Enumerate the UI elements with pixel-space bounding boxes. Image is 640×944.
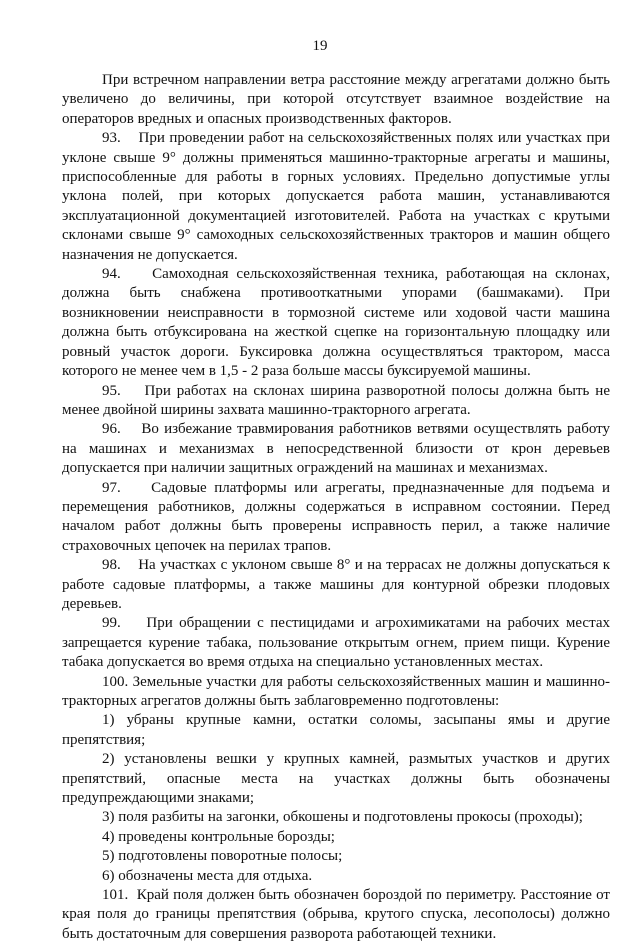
paragraph-98: 98. На участках с уклоном свыше 8° и на террасах не должны допускаться к работе садовые платформы, а также машины для контурной обрезки плодовых деревьев.	[62, 557, 610, 612]
list-item-100-6: 6) обозначены места для отдыха.	[102, 867, 313, 884]
list-item-100-4: 4) проведены контрольные борозды;	[102, 828, 335, 845]
list-item-100-3: 3) поля разбиты на загонки, обкошены и подготовлены прокосы (проходы);	[102, 809, 583, 826]
paragraph-100: 100. Земельные участки для работы сельскохозяйственных машин и машинно-тракторных агрегатов должны быть заблаговременно подготовлены:	[62, 673, 610, 709]
list-item-100-5: 5) подготовлены поворотные полосы;	[102, 848, 343, 865]
paragraph-intro-wind: При встречном направлении ветра расстояние между агрегатами должно быть увеличено до величины, при которой отсутствует взаимное воздействие на операторов вредных и опасных производственных факторов.	[62, 72, 610, 127]
paragraph-96: 96. Во избежание травмирования работников ветвями осуществлять работу на машинах и механизмах в непосредственной близости от крон деревьев допускается при наличии защитных ограждений на машинах и механизмах.	[62, 421, 610, 477]
paragraph-95: 95. При работах на склонах ширина разворотной полосы должна быть не менее двойной ширины захвата машинно-тракторного агрегата.	[62, 382, 610, 418]
document-body	[62, 71, 610, 944]
paragraph-94: 94. Самоходная сельскохозяйственная техника, работающая на склонах, должна быть снабжена противооткатными упорами (башмаками). При возникновении неисправности в тормозной системе или ходовой части машина должна быть отбуксирована на жесткой сцепке на горизонтальную площадку или ровный участок дороги. Буксировка должна осуществляться трактором, масса которого не менее чем в 1,5 - 2 раза больше массы буксируемой машины.	[62, 266, 610, 380]
list-item-100-2: 2) установлены вешки у крупных камней, размытых участков и других препятствий, опасные места на участках должны быть обозначены предупреждающими знаками;	[62, 751, 610, 807]
paragraph-99: 99. При обращении с пестицидами и агрохимикатами на рабочих местах запрещается курение табака, пользование открытым огнем, прием пищи. Курение табака допускается во время отдыха на специально установленных местах.	[62, 615, 610, 671]
list-item-100-1: 1) убраны крупные камни, остатки соломы, засыпаны ямы и другие препятствия;	[62, 712, 610, 748]
page-number: 19	[312, 38, 328, 54]
paragraph-93: 93. При проведении работ на сельскохозяйственных полях или участках при уклоне свыше 9° должны применяться машинно-тракторные агрегаты и машины, приспособленные для работы в горных условиях. Предельно допустимые углы уклона полей, при которых допускается работа машин, устанавливаются эксплуатационной документацией изготовителей. Работа на участках с крутыми склонами свыше 9° самоходных сельскохозяйственных тракторов и машин общего назначения не допускается.	[62, 130, 610, 263]
paragraph-97: 97. Садовые платформы или агрегаты, предназначенные для подъема и перемещения работников, должны содержаться в исправном состоянии. Перед началом работ должны быть проверены исправность перил, а также наличие страховочных цепочек на перилах трапов.	[62, 479, 610, 554]
paragraph-101: 101. Край поля должен быть обозначен бороздой по периметру. Расстояние от края поля до границы препятствия (обрыва, крутого спуска, лесополосы) должно быть достаточным для совершения разворота работающей техники.	[62, 887, 610, 942]
